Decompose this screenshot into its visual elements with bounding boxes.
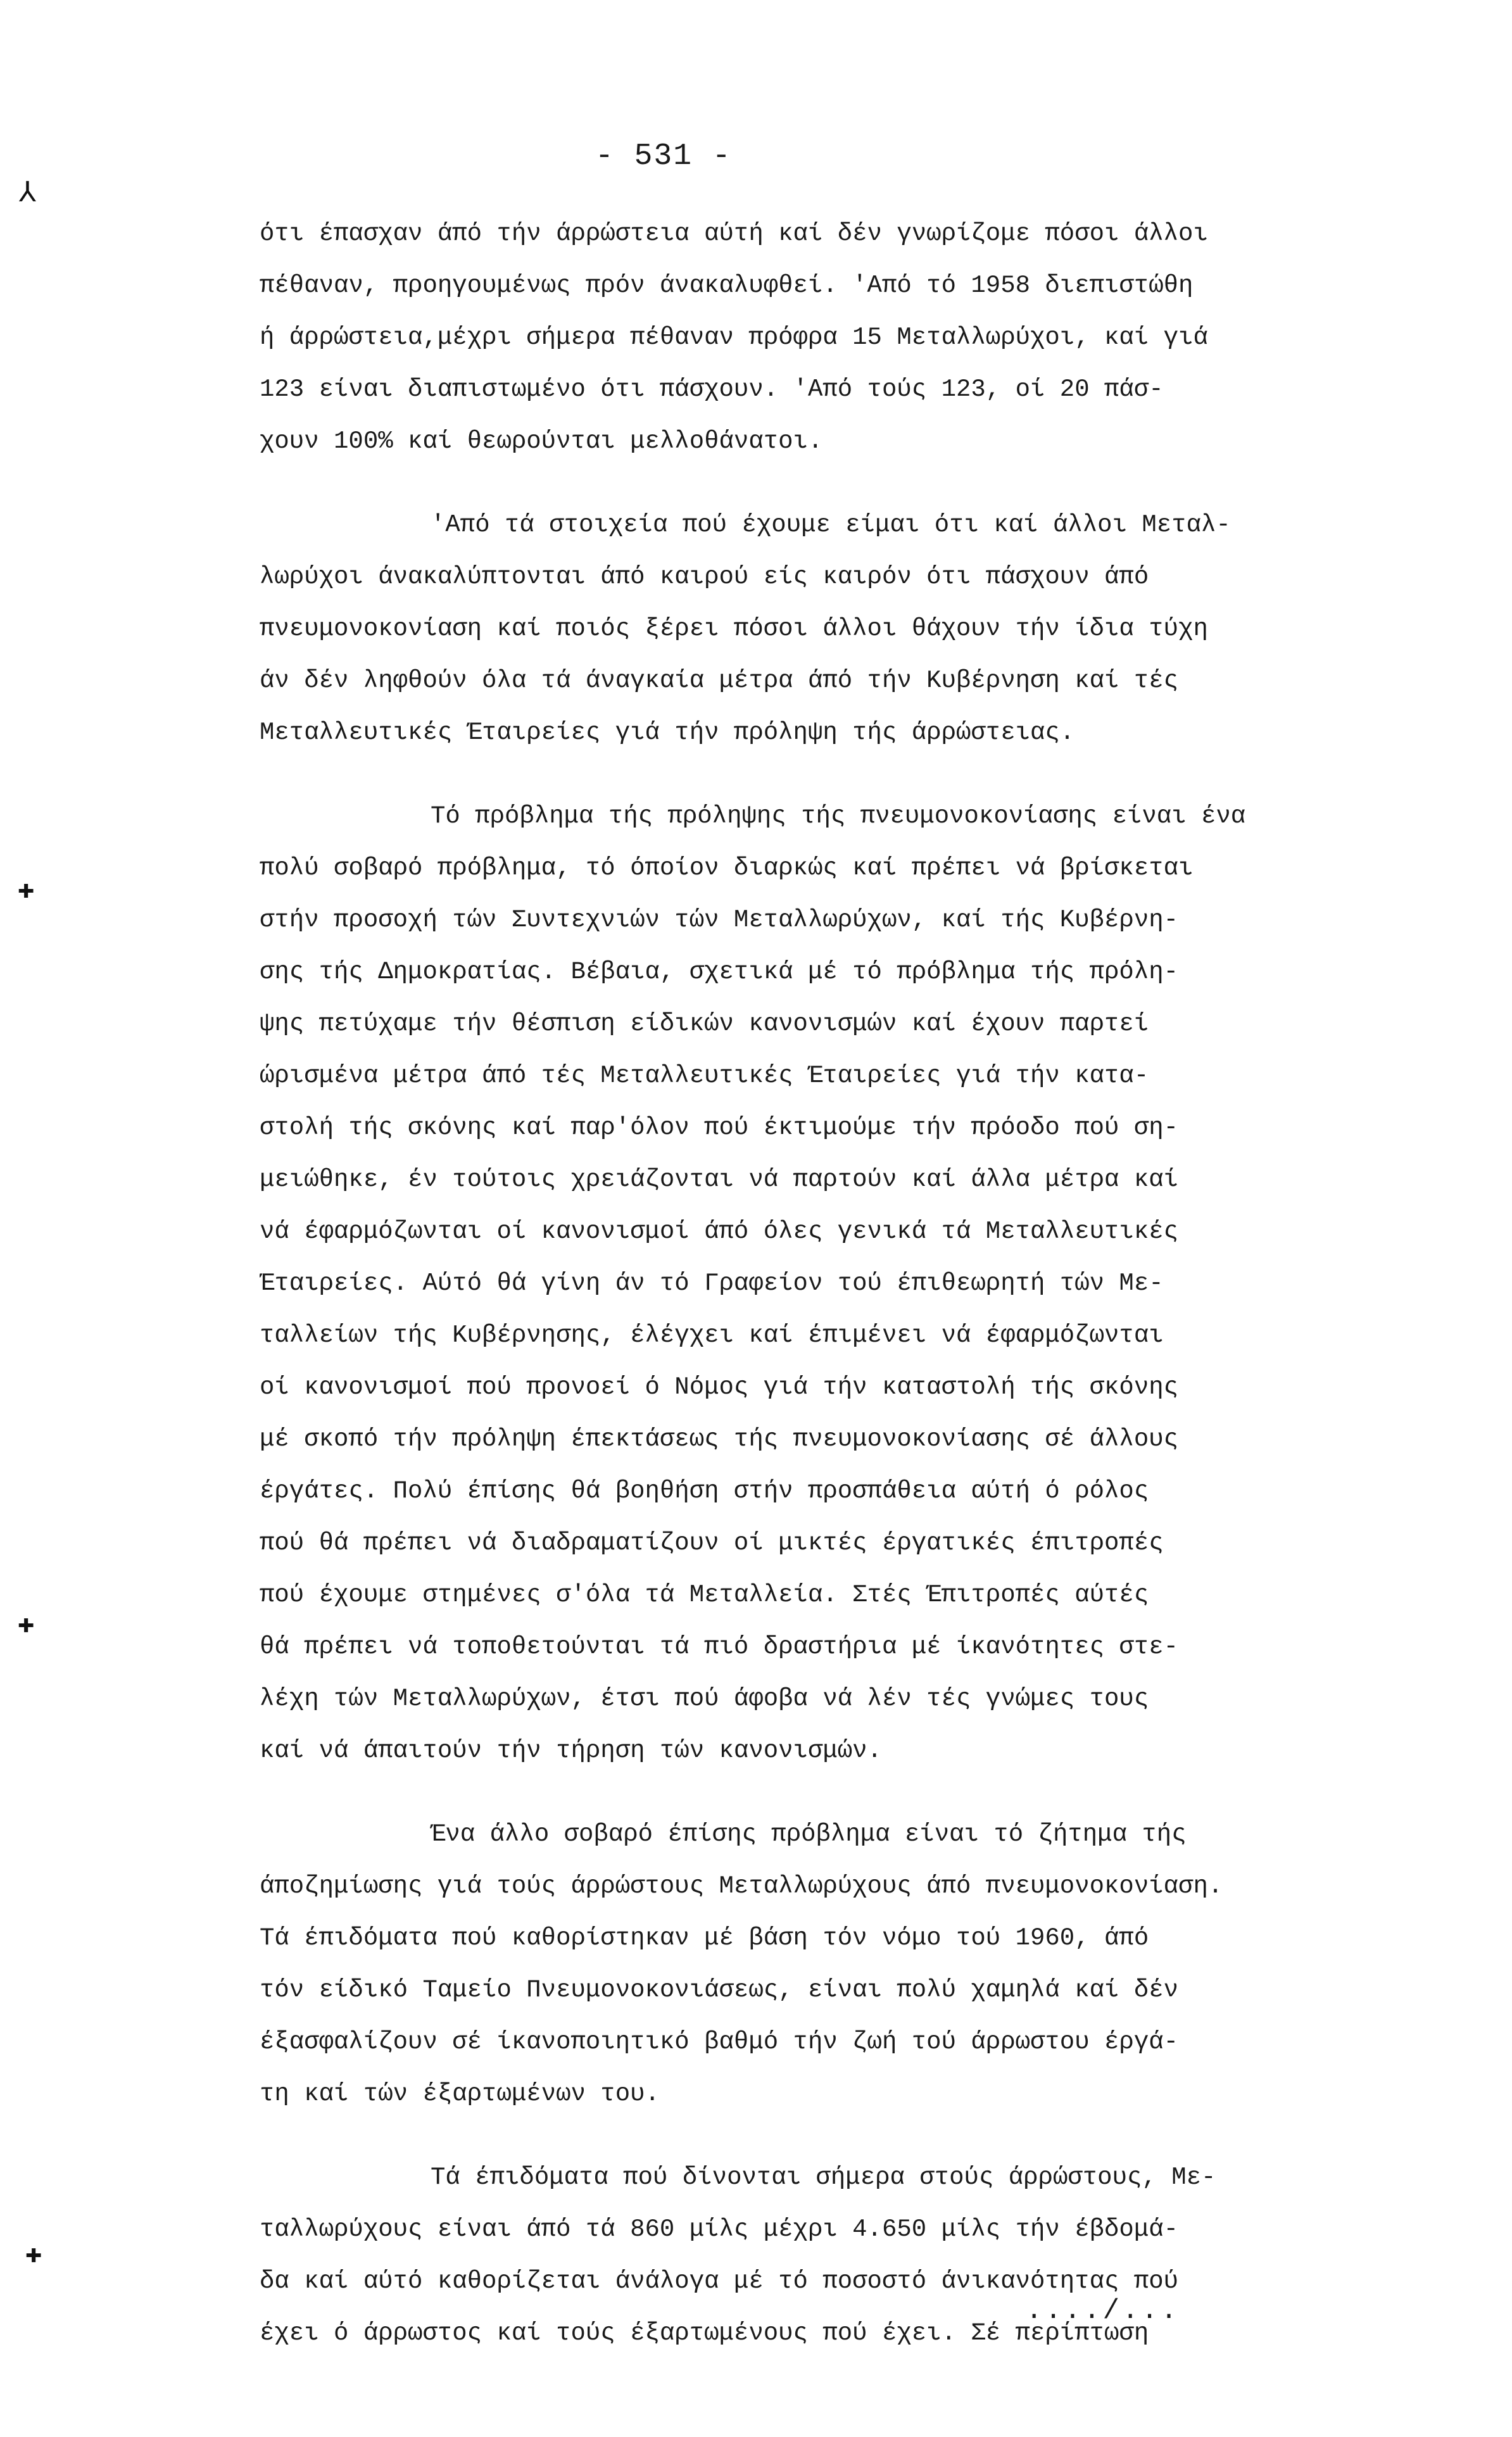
continuation-mark: ..../... [1026, 2295, 1180, 2327]
text-line: 123 είναι διαπιστωμένο ότι πάσχουν. 'Από τούς 123, οί 20 πάσ- [260, 375, 1164, 403]
text-line: καί νά άπαιτούν τήν τήρηση τών κανονισμών. [260, 1737, 882, 1765]
margin-cross-mark-3: ✚ [25, 2239, 42, 2271]
text-line: Έταιρείες. Αύτό θά γίνη άν τό Γραφείον τού έπιθεωρητή τών Με- [260, 1269, 1164, 1297]
text-line: τόν είδικό Ταμείο Πνευμονοκονιάσεως, είναι πολύ χαμηλά καί δέν [260, 1976, 1179, 2004]
text-line: πνευμονοκονίαση καί ποιός ξέρει πόσοι άλλοι θάχουν τήν ίδια τύχη [260, 615, 1208, 643]
page-number: - 531 - [595, 139, 732, 173]
text-line: λωρύχοι άνακαλύπτονται άπό καιρού είς καιρόν ότι πάσχουν άπό [260, 563, 1149, 591]
text-line: χουν 100% καί θεωρούνται μελλοθάνατοι. [260, 427, 823, 455]
text-line: 'Από τά στοιχεία πού έχουμε είμαι ότι καί άλλοι Μεταλ- [431, 511, 1231, 539]
text-line: ψης πετύχαμε τήν θέσπιση είδικών κανονισμών καί έχουν παρτεί [260, 1010, 1149, 1038]
paragraph-4 [260, 1808, 1374, 2120]
text-line: πέθαναν, προηγουμένως πρόν άνακαλυφθεί. 'Από τό 1958 διεπιστώθη [260, 272, 1194, 299]
text-line: πολύ σοβαρό πρόβλημα, τό όποίον διαρκώς καί πρέπει νά βρίσκεται [260, 854, 1194, 882]
margin-cross-mark-1: ✚ [18, 875, 35, 907]
paragraph-5 [260, 2151, 1374, 2359]
text-line: έργάτες. Πολύ έπίσης θά βοηθήση στήν προσπάθεια αύτή ό ρόλος [260, 1477, 1149, 1505]
text-line: μειώθηκε, έν τούτοις χρειάζονται νά παρτούν καί άλλα μέτρα καί [260, 1166, 1179, 1193]
paragraph-2 [260, 499, 1374, 759]
text-line: ταλλείων τής Κυβέρνησης, έλέγχει καί έπιμένει νά έφαρμόζωνται [260, 1321, 1164, 1349]
text-line: Ένα άλλο σοβαρό έπίσης πρόβλημα είναι τό ζήτημα τής [431, 1820, 1187, 1848]
text-line: Τό πρόβλημα τής πρόληψης τής πνευμονοκονίασης είναι ένα [431, 802, 1246, 830]
text-line: στήν προσοχή τών Συντεχνιών τών Μεταλλωρύχων, καί τής Κυβέρνη- [260, 906, 1179, 934]
text-line: έξασφαλίζουν σέ ίκανοποιητικό βαθμό τήν ζωή τού άρρωστου έργά- [260, 2028, 1179, 2056]
text-line: ή άρρώστεια,μέχρι σήμερα πέθαναν πρόφρα 15 Μεταλλωρύχοι, καί γιά [260, 324, 1208, 351]
text-line: στολή τής σκόνης καί παρ'όλον πού έκτιμούμε τήν πρόοδο πού ση- [260, 1114, 1179, 1142]
text-line: νά έφαρμόζωνται οί κανονισμοί άπό όλες γενικά τά Μεταλλευτικές [260, 1218, 1179, 1245]
text-line: ταλλωρύχους είναι άπό τά 860 μίλς μέχρι 4.650 μίλς τήν έβδομά- [260, 2215, 1179, 2243]
text-line: θά πρέπει νά τοποθετούνται τά πιό δραστήρια μέ ίκανότητες στε- [260, 1633, 1179, 1661]
paragraph-3 [260, 790, 1374, 1777]
text-line: λέχη τών Μεταλλωρύχων, έτσι πού άφοβα νά λέν τές γνώμες τους [260, 1685, 1149, 1713]
text-line: πού έχουμε στημένες σ'όλα τά Μεταλλεία. Στές Έπιτροπές αύτές [260, 1581, 1149, 1609]
text-line: σης τής Δημοκρατίας. Βέβαια, σχετικά μέ τό πρόβλημα τής πρόλη- [260, 958, 1179, 986]
body-text [260, 208, 1374, 2359]
text-line: Τά έπιδόματα πού καθορίστηκαν μέ βάση τόν νόμο τού 1960, άπό [260, 1924, 1149, 1952]
text-line: τη καί τών έξαρτωμένων του. [260, 2080, 660, 2108]
text-line: οί κανονισμοί πού προνοεί ό Νόμος γιά τήν καταστολή τής σκόνης [260, 1373, 1179, 1401]
paragraph-1 [260, 208, 1374, 467]
text-line: άποζημίωσης γιά τούς άρρώστους Μεταλλωρύχους άπό πνευμονοκονίαση. [260, 1872, 1223, 1900]
text-line: δα καί αύτό καθορίζεται άνάλογα μέ τό ποσοστό άνικανότητας πού [260, 2267, 1179, 2295]
text-line: πού θά πρέπει νά διαδραματίζουν οί μικτές έργατικές έπιτροπές [260, 1529, 1164, 1557]
text-line: έχει ό άρρωστος καί τούς έξαρτωμένους πού έχει. Σέ περίπτωση [260, 2319, 1149, 2347]
text-line: ώρισμένα μέτρα άπό τές Μεταλλευτικές Έταιρείες γιά τήν κατα- [260, 1062, 1149, 1090]
text-line: μέ σκοπό τήν πρόληψη έπεκτάσεως τής πνευμονοκονίασης σέ άλλους [260, 1425, 1179, 1453]
margin-tick-mark-1: ⅄ [19, 179, 36, 210]
text-line: Τά έπιδόματα πού δίνονται σήμερα στούς άρρώστους, Με- [431, 2163, 1216, 2191]
text-line: ότι έπασχαν άπό τήν άρρώστεια αύτή καί δέν γνωρίζομε πόσοι άλλοι [260, 220, 1208, 248]
text-line: Μεταλλευτικές Έταιρείες γιά τήν πρόληψη τής άρρώστειας. [260, 719, 1075, 746]
margin-cross-mark-2: ✚ [18, 1609, 35, 1641]
text-line: άν δέν ληφθούν όλα τά άναγκαία μέτρα άπό τήν Κυβέρνηση καί τές [260, 667, 1179, 695]
